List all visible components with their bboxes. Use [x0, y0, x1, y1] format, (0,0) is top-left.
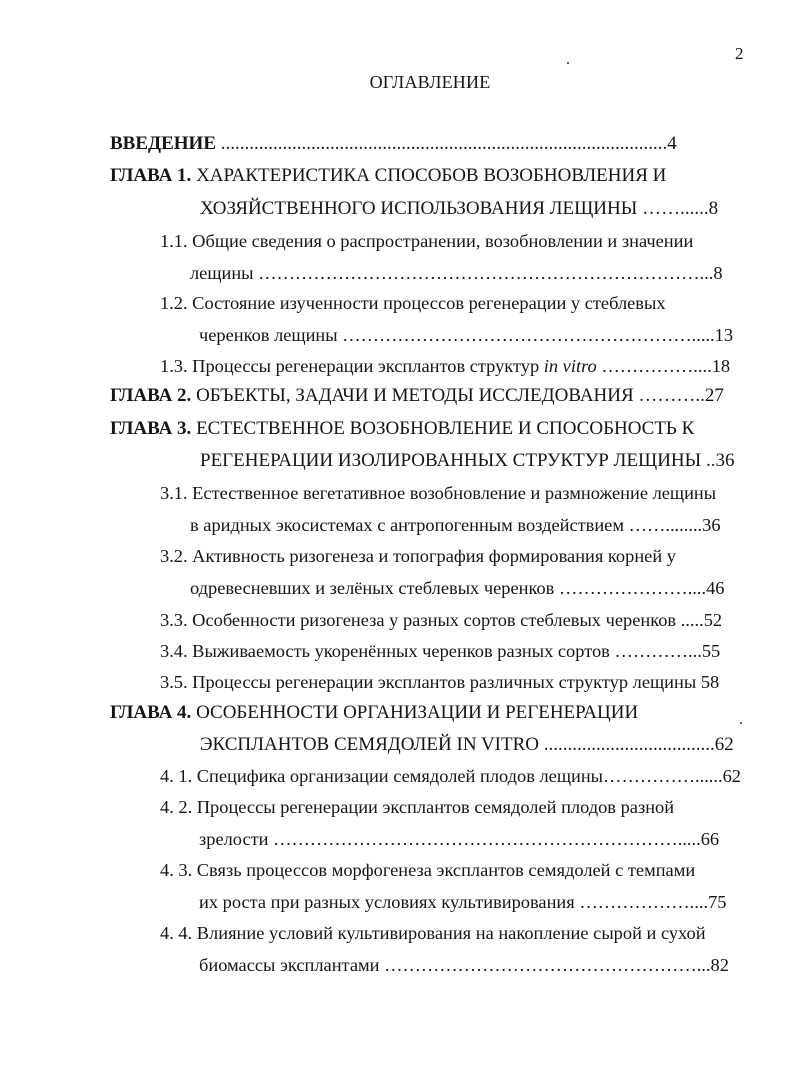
chapter-title: ОБЪЕКТЫ, ЗАДАЧИ И МЕТОДЫ ИССЛЕДОВАНИЯ: [191, 385, 634, 406]
scan-speck: [740, 722, 742, 724]
page-ref: 8: [713, 263, 723, 283]
entry-line2: зрелости: [199, 829, 269, 849]
toc-entry-4-4-cont[interactable]: [199, 954, 729, 976]
entry-line1: 1.2. Состояние изученности процессов регенерации у стеблевых: [160, 293, 666, 313]
entry-line1: 4. 2. Процессы регенерации эксплантов семядолей плодов разной: [160, 797, 675, 817]
dot-leader: ……......: [637, 198, 709, 219]
toc-entry-4-4[interactable]: [160, 922, 706, 944]
toc-entry-1-2-cont[interactable]: [199, 324, 733, 346]
chapter-prefix: ГЛАВА 1.: [110, 165, 192, 186]
entry-line1: 3.1. Естественное вегетативное возобновление и размножение лещины: [160, 483, 717, 503]
chapter-title-line1: ЕСТЕСТВЕННОЕ ВОЗОБНОВЛЕНИЕ И СПОСОБНОСТЬ К: [191, 418, 695, 439]
page-ref: 36: [715, 450, 735, 471]
page-ref: 4: [667, 133, 677, 154]
page-ref: 46: [706, 578, 725, 598]
chapter-title-line2: ЭКСПЛАНТОВ СЕМЯДОЛЕЙ IN VITRO: [200, 734, 540, 755]
toc-entry-4-3-cont[interactable]: [199, 891, 726, 913]
chapter-prefix: ГЛАВА 3.: [110, 418, 192, 439]
toc-entry-3-3[interactable]: [160, 609, 722, 631]
dot-leader: ……………………………………………...: [379, 955, 711, 975]
toc-entry-3-2-cont[interactable]: [190, 577, 724, 599]
entry-line2: черенков лещины: [199, 325, 338, 345]
dot-leader: ……………......: [603, 766, 723, 786]
dot-leader: …………...: [609, 641, 702, 661]
entry-italic: in vitro: [543, 356, 597, 376]
page-ref: 18: [711, 356, 731, 376]
toc-entry-chapter-2[interactable]: [110, 385, 724, 407]
dot-leader: ……………....: [596, 356, 712, 376]
toc-entry-1-2[interactable]: [160, 292, 666, 314]
toc-entry-chapter-1-cont[interactable]: [200, 198, 718, 220]
scan-speck: [567, 62, 569, 64]
entry-text: 4. 1. Специфика организации семядолей плодов лещины: [160, 766, 604, 786]
dot-leader: ..: [701, 450, 716, 471]
toc-entry-3-2[interactable]: [160, 545, 676, 567]
page-ref: 55: [701, 641, 721, 661]
dot-leader: ………..: [633, 385, 705, 406]
toc-entry-chapter-4-cont[interactable]: [200, 734, 734, 756]
chapter-title-line1: ХАРАКТЕРИСТИКА СПОСОБОВ ВОЗОБНОВЛЕНИЯ И: [191, 165, 667, 186]
page-ref: 36: [702, 515, 721, 535]
chapter-prefix: ГЛАВА 2.: [110, 385, 192, 406]
page-ref: 75: [708, 892, 727, 912]
entry-line1: 1.1. Общие сведения о распространении, возобновлении и значении: [160, 231, 694, 251]
entry-text: 3.5. Процессы регенерации эксплантов различных структур лещины: [160, 672, 697, 692]
dot-leader: .....: [676, 610, 704, 630]
page-ref: 62: [722, 766, 741, 786]
toc-entry-3-5[interactable]: [160, 671, 719, 693]
entry-line1: 4. 4. Влияние условий культивирования на накопление сырой и сухой: [160, 923, 706, 943]
entry-line1: 3.2. Активность ризогенеза и топография формирования корней у: [160, 546, 676, 566]
chapter-title-line2: ХОЗЯЙСТВЕННОГО ИСПОЛЬЗОВАНИЯ ЛЕЩИНЫ: [200, 198, 638, 219]
page-ref: 52: [703, 610, 723, 630]
toc-entry-1-1-cont[interactable]: [190, 262, 723, 284]
toc-entry-chapter-4[interactable]: [110, 702, 638, 724]
toc-entry-chapter-3[interactable]: [110, 418, 694, 440]
toc-entry-3-1-cont[interactable]: [190, 514, 721, 536]
dot-leader: ……........: [623, 515, 703, 535]
page-ref: 8: [708, 198, 719, 219]
entry-line2: их роста при разных условиях культивирования: [199, 892, 575, 912]
dot-leader: ………………………………………………………………...: [253, 263, 714, 283]
toc-entry-4-1[interactable]: [160, 765, 741, 787]
page-number: 2: [735, 44, 744, 63]
chapter-title-line2: РЕГЕНЕРАЦИИ ИЗОЛИРОВАННЫХ СТРУКТУР ЛЕЩИНЫ: [200, 450, 702, 471]
page-ref: 82: [710, 955, 729, 975]
dot-leader: ………………………………………………….....: [337, 325, 715, 345]
dot-leader: …………………....: [554, 578, 707, 598]
toc-entry-chapter-1[interactable]: [110, 165, 666, 187]
toc-entry-4-2-cont[interactable]: [199, 828, 719, 850]
toc-entry-3-4[interactable]: [160, 640, 720, 662]
page-ref: 66: [700, 829, 720, 849]
entry-line2: в аридных экосистемах с антропогенным воздействием: [190, 515, 624, 535]
chapter-prefix: ГЛАВА 4.: [110, 702, 192, 723]
toc-entry-1-1[interactable]: [160, 230, 693, 252]
toc-entry-4-3[interactable]: [160, 859, 695, 881]
entry-line1: 4. 3. Связь процессов морфогенеза эксплантов семядолей с темпами: [160, 860, 696, 880]
page-ref: 13: [714, 325, 734, 345]
toc-entry-introduction[interactable]: [110, 133, 677, 155]
page-ref: 62: [714, 734, 734, 755]
entry-text: 3.3. Особенности ризогенеза у разных сортов стеблевых черенков: [160, 610, 677, 630]
entry-text: 3.4. Выживаемость укоренённых черенков разных сортов: [160, 641, 610, 661]
toc-entry-1-3[interactable]: [160, 355, 730, 377]
dot-leader: ....................................: [539, 734, 715, 755]
page-ref: 27: [704, 385, 724, 406]
toc-entry-4-2[interactable]: [160, 796, 674, 818]
dot-leader: ..............................................................................................: [216, 133, 668, 154]
toc-title: ОГЛАВЛЕНИЕ: [369, 72, 491, 92]
entry-text: 1.3. Процессы регенерации эксплантов структур: [160, 356, 544, 376]
dot-leader: ………………………………………………………….....: [268, 829, 701, 849]
entry-line2: биомассы эксплантами: [199, 955, 380, 975]
page-ref: 58: [700, 672, 720, 692]
entry-label: ВВЕДЕНИЕ: [110, 133, 216, 154]
chapter-title-line1: ОСОБЕННОСТИ ОРГАНИЗАЦИИ И РЕГЕНЕРАЦИИ: [191, 702, 639, 723]
toc-entry-chapter-3-cont[interactable]: [200, 450, 734, 472]
entry-line2: одревесневших и зелёных стеблевых черенков: [190, 578, 555, 598]
toc-entry-3-1[interactable]: [160, 482, 716, 504]
entry-line2: лещины: [190, 263, 254, 283]
dot-leader: ………………....: [574, 892, 709, 912]
